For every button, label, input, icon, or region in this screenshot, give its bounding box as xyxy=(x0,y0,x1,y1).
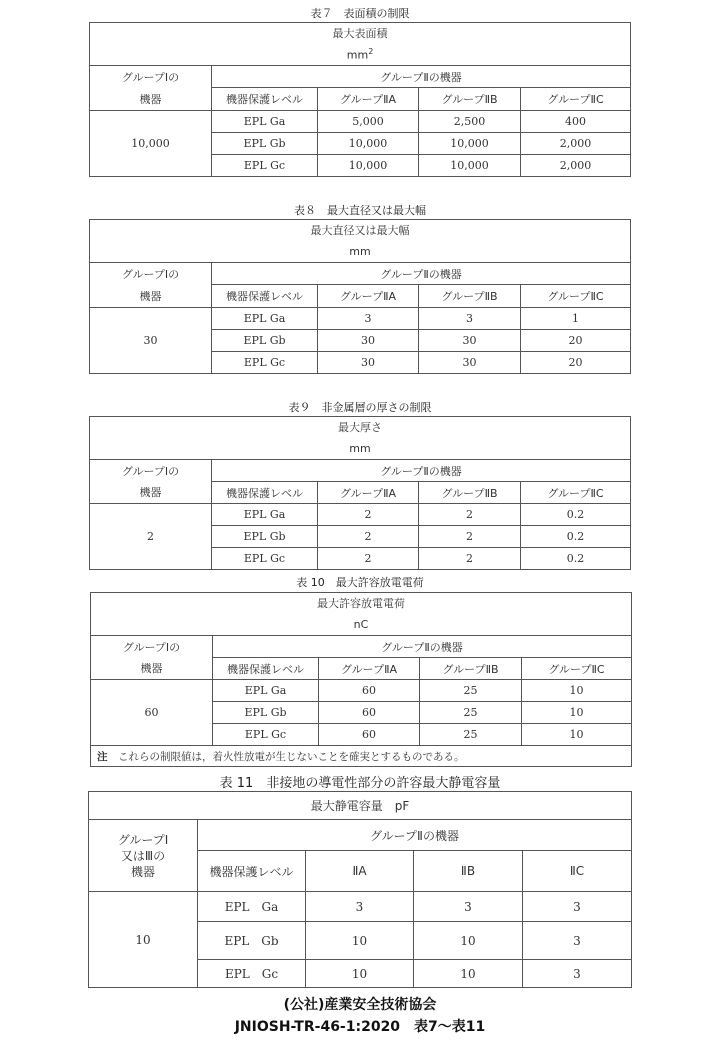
value-cell: 5,000 xyxy=(318,111,419,133)
value-cell: 2,000 xyxy=(521,155,631,177)
table10-title: 最大許容放電電荷 xyxy=(91,593,632,614)
value-cell: 3 xyxy=(523,922,632,960)
table9-caption: 表９ 非金属層の厚さの制限 xyxy=(288,401,432,414)
table11-max-capacitance xyxy=(88,791,632,988)
table10-note xyxy=(91,746,632,767)
epl-cell: EPL Gc xyxy=(212,155,318,177)
table7-col-header: グループⅡC xyxy=(521,88,631,111)
epl-cell: EPL Ga xyxy=(212,504,318,526)
value-cell: 10,000 xyxy=(318,155,419,177)
table9-col-header: グループⅡB xyxy=(419,482,521,504)
table11-col-header: ⅡC xyxy=(523,851,632,892)
value-cell: 60 xyxy=(319,702,420,724)
value-cell: 10 xyxy=(522,724,632,746)
value-cell: 2 xyxy=(419,526,521,548)
group1-label-line: 又はⅢの xyxy=(120,848,166,863)
value-cell: 3 xyxy=(306,892,414,922)
table-row xyxy=(89,892,632,922)
table9-epl-header: 機器保護レベル xyxy=(212,482,318,504)
table7-col-header: グループⅡB xyxy=(419,88,521,111)
table9-title: 最大厚さ xyxy=(90,417,631,438)
value-cell: 3 xyxy=(523,892,632,922)
footer-document-id: JNIOSH-TR-46-1:2020 表7～表11 xyxy=(234,1019,486,1035)
epl-cell: EPL Ga xyxy=(212,111,318,133)
table11-epl-header: 機器保護レベル xyxy=(198,851,306,892)
epl-cell: EPL Gb xyxy=(212,526,318,548)
table10-caption: 表 10 最大許容放電電荷 xyxy=(296,576,424,589)
value-cell: 2 xyxy=(419,548,521,570)
value-cell: 3 xyxy=(414,892,523,922)
value-cell: 2 xyxy=(318,548,419,570)
epl-cell: EPL Gb xyxy=(212,330,318,352)
value-cell: 60 xyxy=(319,724,420,746)
table-row xyxy=(90,111,631,133)
value-cell: 10,000 xyxy=(419,155,521,177)
value-cell: 3 xyxy=(318,308,419,330)
value-cell: 10 xyxy=(306,960,414,988)
table8-col-header: グループⅡB xyxy=(419,285,521,308)
value-cell: 3 xyxy=(523,960,632,988)
value-cell: 25 xyxy=(420,702,522,724)
table7-epl-header: 機器保護レベル xyxy=(212,88,318,111)
table8-group2-label: グループⅡの機器 xyxy=(212,263,631,285)
table10-unit: nC xyxy=(91,614,632,636)
group1-label-line: 機器 xyxy=(130,864,155,879)
table10-col-header: グループⅡB xyxy=(420,658,522,680)
table7-title: 最大表面積 xyxy=(90,23,631,44)
value-cell: 10 xyxy=(414,922,523,960)
table9-group2-label: グループⅡの機器 xyxy=(212,460,631,482)
table7-group1-value: 10,000 xyxy=(90,111,212,177)
table11-title: 最大静電容量 pF xyxy=(89,792,632,820)
epl-cell: EPL Ga xyxy=(212,308,318,330)
table10-group1-label-2: 機器 xyxy=(91,658,213,680)
table7-col-header: グループⅡA xyxy=(318,88,419,111)
table7-group1-label: グループⅠの xyxy=(90,66,212,88)
epl-cell: EPL Gc xyxy=(213,724,319,746)
table9-unit: mm xyxy=(90,438,631,460)
table-row xyxy=(90,308,631,330)
table10-col-header: グループⅡA xyxy=(319,658,420,680)
epl-cell: EPL Ga xyxy=(213,680,319,702)
table7-group2-label: グループⅡの機器 xyxy=(212,66,631,88)
value-cell: 30 xyxy=(318,352,419,374)
table7-surface-area xyxy=(89,22,631,177)
value-cell: 2,500 xyxy=(419,111,521,133)
value-cell: 25 xyxy=(420,724,522,746)
table10-group1-value: 60 xyxy=(91,680,213,746)
value-cell: 0.2 xyxy=(521,548,631,570)
table11-group1-value: 10 xyxy=(89,892,198,988)
value-cell: 30 xyxy=(419,330,521,352)
table8-title: 最大直径又は最大幅 xyxy=(90,220,631,241)
epl-cell: EPL Gc xyxy=(212,352,318,374)
table8-unit: mm xyxy=(90,241,631,263)
table7-group1-label-2: 機器 xyxy=(90,88,212,111)
table11-group2-label: グループⅡの機器 xyxy=(198,820,632,851)
value-cell: 2 xyxy=(318,504,419,526)
value-cell: 0.2 xyxy=(521,526,631,548)
epl-cell: EPL Gc xyxy=(212,548,318,570)
table8-caption: 表８ 最大直径又は最大幅 xyxy=(294,204,426,217)
table11-group1-label xyxy=(89,820,198,892)
value-cell: 2 xyxy=(419,504,521,526)
epl-cell: EPL Gb xyxy=(213,702,319,724)
value-cell: 400 xyxy=(521,111,631,133)
table10-epl-header: 機器保護レベル xyxy=(213,658,319,680)
value-cell: 1 xyxy=(521,308,631,330)
epl-cell: EPL Gc xyxy=(198,960,306,988)
value-cell: 30 xyxy=(318,330,419,352)
table-row xyxy=(91,680,632,702)
footer-organization: (公社)産業安全技術協会 xyxy=(283,997,437,1013)
table7-unit xyxy=(90,44,631,66)
value-cell: 10,000 xyxy=(318,133,419,155)
table9-col-header: グループⅡC xyxy=(521,482,631,504)
value-cell: 25 xyxy=(420,680,522,702)
table7-caption: 表７ 表面積の制限 xyxy=(310,7,410,20)
table10-group2-label: グループⅡの機器 xyxy=(213,636,632,658)
table9-group1-value: 2 xyxy=(90,504,212,570)
value-cell: 2,000 xyxy=(521,133,631,155)
table8-group1-label: グループⅠの xyxy=(90,263,212,285)
group1-label-line: グループⅠ xyxy=(117,832,169,847)
table9-col-header: グループⅡA xyxy=(318,482,419,504)
table8-group1-label-2: 機器 xyxy=(90,285,212,308)
table9-group1-label-2: 機器 xyxy=(90,482,212,504)
epl-cell: EPL Gb xyxy=(212,133,318,155)
value-cell: 30 xyxy=(419,352,521,374)
table8-max-diameter xyxy=(89,219,631,374)
value-cell: 0.2 xyxy=(521,504,631,526)
note-text: これらの制限値は，着火性放電が生じないことを確実とするものである。 xyxy=(118,750,465,763)
value-cell: 10 xyxy=(306,922,414,960)
value-cell: 10 xyxy=(522,702,632,724)
unit-text: mm xyxy=(346,48,369,62)
value-cell: 60 xyxy=(319,680,420,702)
value-cell: 20 xyxy=(521,330,631,352)
table10-col-header: グループⅡC xyxy=(522,658,632,680)
value-cell: 10,000 xyxy=(419,133,521,155)
value-cell: 20 xyxy=(521,352,631,374)
table11-caption: 表 11 非接地の導電性部分の許容最大静電容量 xyxy=(219,776,501,791)
unit-superscript: 2 xyxy=(368,46,374,56)
table9-group1-label: グループⅠの xyxy=(90,460,212,482)
table9-nonmetal-thickness xyxy=(89,416,631,570)
value-cell: 10 xyxy=(522,680,632,702)
value-cell: 3 xyxy=(419,308,521,330)
table-row xyxy=(90,504,631,526)
epl-cell: EPL Gb xyxy=(198,922,306,960)
epl-cell: EPL Ga xyxy=(198,892,306,922)
table8-col-header: グループⅡA xyxy=(318,285,419,308)
value-cell: 10 xyxy=(414,960,523,988)
table11-col-header: ⅡA xyxy=(306,851,414,892)
table8-col-header: グループⅡC xyxy=(521,285,631,308)
table10-group1-label: グループⅠの xyxy=(91,636,213,658)
value-cell: 2 xyxy=(318,526,419,548)
note-label: 注 xyxy=(97,750,108,763)
table8-epl-header: 機器保護レベル xyxy=(212,285,318,308)
table8-group1-value: 30 xyxy=(90,308,212,374)
table11-col-header: ⅡB xyxy=(414,851,523,892)
table10-max-discharge xyxy=(90,592,632,767)
